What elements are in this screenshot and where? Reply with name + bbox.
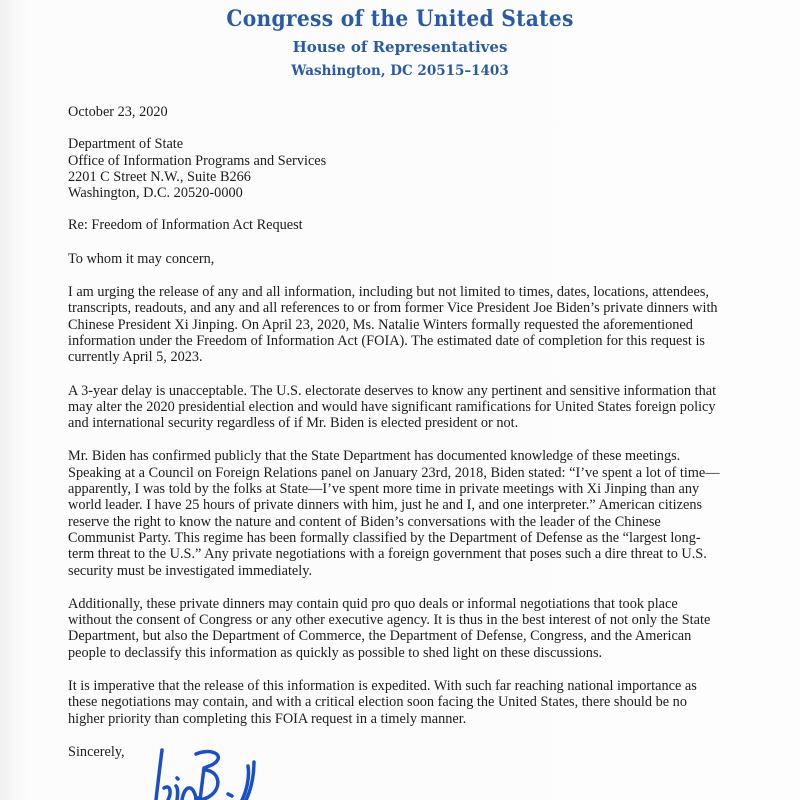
paragraph: It is imperative that the release of this information is expedited. With such far reaching national importance as these negotiations may contain, and with a critical election soon facing the United States, there should be no higher priority than completing this FOIA request in a timely manner. [68, 678, 697, 727]
closing: Sincerely, [68, 743, 125, 760]
subject-line: Re: Freedom of Information Act Request [68, 217, 303, 234]
salutation: To whom it may concern, [68, 250, 215, 267]
recipient-line: 2201 C Street N.W., Suite B266 [68, 168, 251, 185]
paragraph: I am urging the release of any and all information, including but not limited to times, dates, locations, attendees, transcripts, readouts, and any and all references to or from former Vice President Joe Biden’s private dinners with Chinese President Xi Jinping. On April 23, 2020, Ms. Natalie Winters formally requested the aforementioned information under the Freedom of Information Act (FOIA). The estimated date of completion for this request is currently April 5, 2023. [68, 284, 718, 366]
signature-stroke [156, 750, 254, 800]
letterhead-title: Congress of the United States [226, 6, 574, 32]
recipient-line: Office of Information Programs and Services [68, 152, 327, 169]
letterhead [0, 4, 800, 81]
recipient-address [68, 136, 788, 201]
recipient-line: Washington, D.C. 20520-0000 [68, 185, 243, 202]
recipient-line: Department of State [68, 136, 184, 153]
signature [150, 748, 290, 800]
letterhead-address: Washington, DC 20515–1403 [291, 63, 509, 79]
paragraph: Mr. Biden has confirmed publicly that the State Department has documented knowledge of these meetings. Speaking at a Council on Foreign Relations panel on January 23rd, 2018, Biden stated: “I’ve spent a lot of time— apparently, I was told by the folks at State—I’ve spent more time in private meetings with Xi Jinping than any world leader. I have 25 hours of private dinners with him, just he and I, and one interpreter.” American citizens reserve the right to know the nature and content of Biden’s conversations with the leader of the Chinese Communist Party. This regime has been formally classified by the Department of Defense as the “largest long- term threat to the U.S.” Any private negotiations with a foreign government that poses such a dire threat to U.S. security must be investigated immediately. [68, 448, 720, 579]
letterhead-subtitle: House of Representatives [292, 38, 508, 56]
letter-body [68, 104, 788, 760]
letter-date: October 23, 2020 [68, 104, 168, 120]
paragraph: Additionally, these private dinners may contain quid pro quo deals or informal negotiations that took place without the consent of Congress or any other executive agency. It is thus in the best interest of not only the State Department, but also the Department of Commerce, the Department of Defense, Congress, and the American people to declassify this information as quickly as possible to shed light on these discussions. [68, 595, 711, 661]
paragraph: A 3-year delay is unacceptable. The U.S. electorate deserves to know any pertinent and sensitive information that may alter the 2020 presidential election and would have significant ramifications for United States foreign policy and international security regardless of if Mr. Biden is elected president or not. [68, 382, 717, 432]
